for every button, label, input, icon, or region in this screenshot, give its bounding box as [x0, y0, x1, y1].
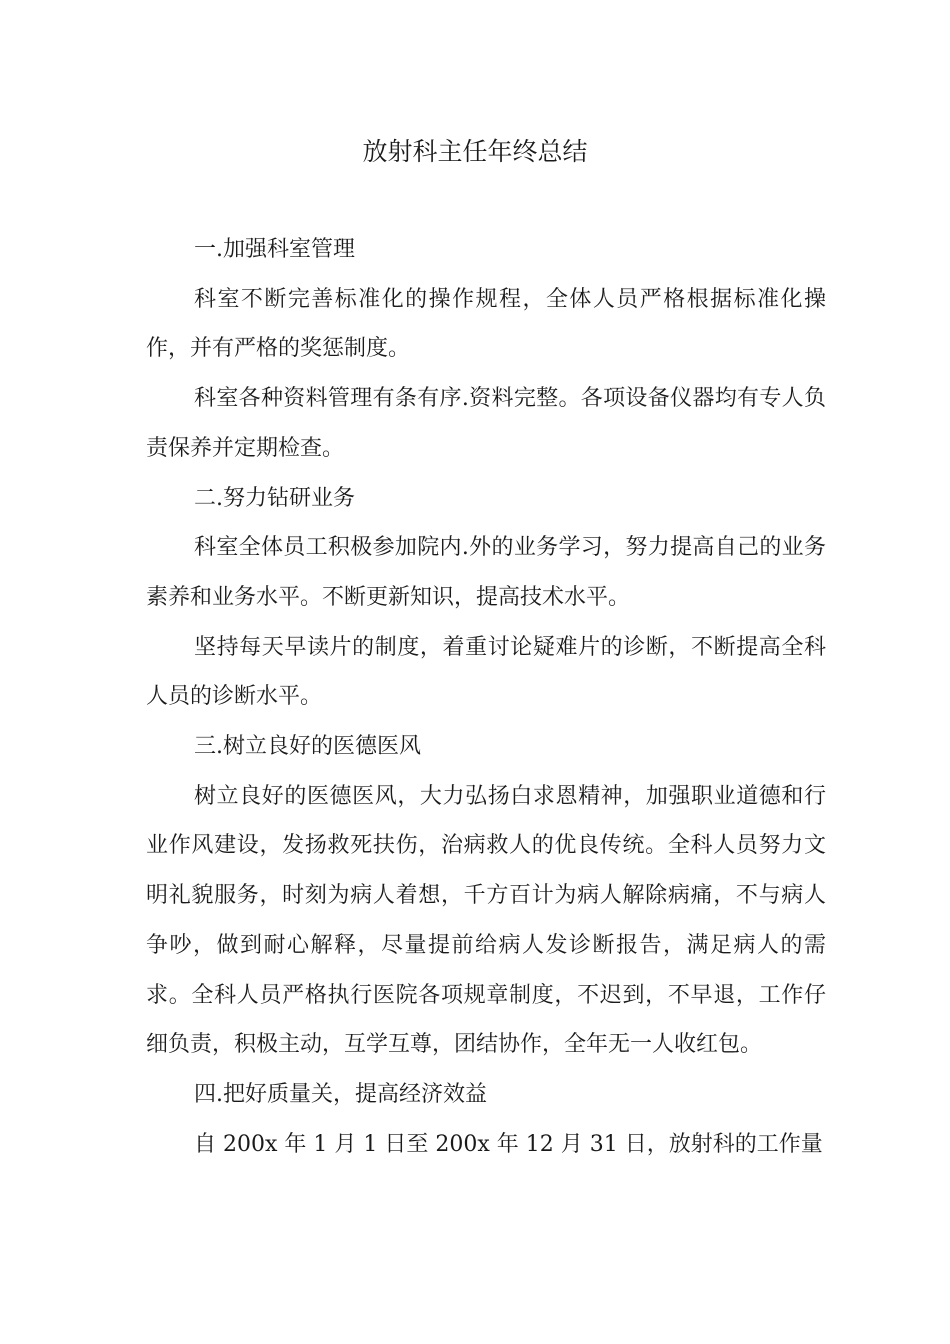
paragraph: 科室不断完善标准化的操作规程，全体人员严格根据标准化操作，并有严格的奖惩制度。	[146, 286, 826, 362]
paragraph: 坚持每天早读片的制度，着重讨论疑难片的诊断，不断提高全科人员的诊断水平。	[146, 634, 826, 710]
paragraph: 科室全体员工积极参加院内.外的业务学习，努力提高自己的业务素养和业务水平。不断更新知识，提高技术水平。	[146, 535, 826, 610]
paragraph: 自 200x 年 1 月 1 日至 200x 年 12 月 31 日，放射科的工作量	[194, 1131, 823, 1157]
paragraph: 科室各种资料管理有条有序.资料完整。各项设备仪器均有专人负责保养并定期检查。	[146, 386, 826, 461]
section-heading-ethics: 三.树立良好的医德医风	[194, 734, 421, 760]
section-heading-study: 二.努力钻研业务	[194, 485, 355, 511]
document-body	[146, 225, 826, 1169]
document-title: 放射科主任年终总结	[362, 137, 588, 166]
section-heading-quality: 四.把好质量关，提高经济效益	[194, 1081, 487, 1107]
section-heading-management: 一.加强科室管理	[194, 237, 355, 262]
paragraph: 树立良好的医德医风，大力弘扬白求恩精神，加强职业道德和行业作风建设，发扬救死扶伤，治病救人的优良传统。全科人员努力文明礼貌服务，时刻为病人着想，千方百计为病人解除病痛，不与病人争吵，做到耐心解释，尽量提前给病人发诊断报告，满足病人的需求。全科人员严格执行医院各项规章制度，不迟到，不早退，工作仔细负责，积极主动，互学互尊，团结协作，全年无一人收红包。	[146, 783, 826, 1058]
